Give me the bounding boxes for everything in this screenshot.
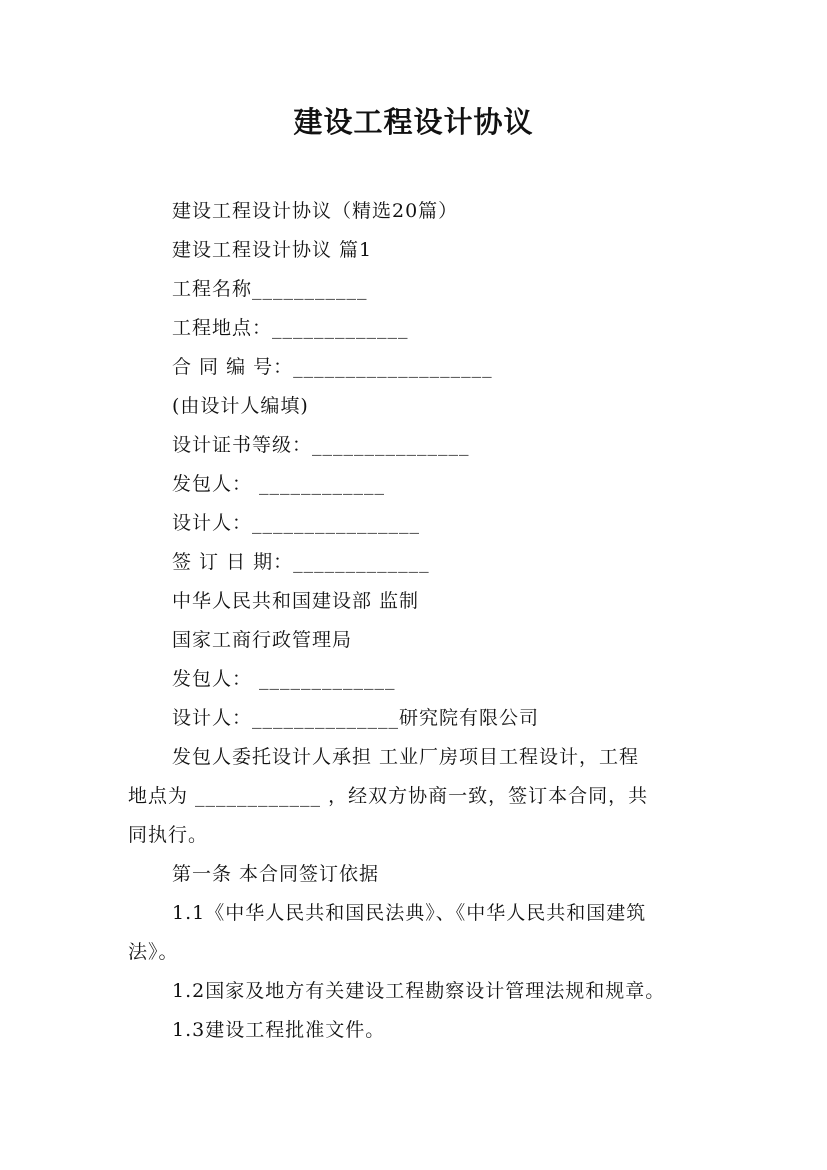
sign-date-line: 签 订 日 期：_____________ (172, 551, 430, 573)
supervisor-line: 中华人民共和国建设部 监制 (172, 590, 420, 612)
designer-note-line: (由设计人编填) (172, 395, 309, 417)
clause-item: 法》。 (128, 941, 179, 963)
paragraph-line: 发包人委托设计人承担 工业厂房项目工程设计，工程 (172, 746, 640, 768)
section-heading: 建设工程设计协议 篇1 (172, 239, 373, 261)
designer-line-2: 设计人：______________研究院有限公司 (172, 707, 540, 729)
paragraph-line: 同执行。 (128, 824, 209, 846)
paragraph-line: 地点为 ____________ ，经双方协商一致，签订本合同，共 (128, 785, 649, 807)
certificate-level-line: 设计证书等级：_______________ (172, 434, 470, 456)
article-heading: 第一条 本合同签订依据 (172, 863, 380, 885)
doc-subtitle: 建设工程设计协议（精选20篇） (172, 200, 459, 222)
document-title: 建设工程设计协议 (293, 105, 534, 139)
clause-item: 1.3建设工程批准文件。 (172, 1019, 386, 1041)
contract-number-line: 合 同 编 号：___________________ (172, 356, 493, 378)
project-name-line: 工程名称___________ (172, 278, 368, 300)
client-line: 发包人： ____________ (172, 473, 386, 495)
clause-item: 1.1《中华人民共和国民法典》、《中华人民共和国建筑 (172, 902, 647, 924)
project-location-line: 工程地点：_____________ (172, 317, 409, 339)
client-line-2: 发包人： _____________ (172, 668, 396, 690)
admin-bureau-line: 国家工商行政管理局 (172, 629, 353, 651)
designer-line: 设计人：________________ (172, 512, 421, 534)
clause-item: 1.2国家及地方有关建设工程勘察设计管理法规和规章。 (172, 980, 666, 1002)
